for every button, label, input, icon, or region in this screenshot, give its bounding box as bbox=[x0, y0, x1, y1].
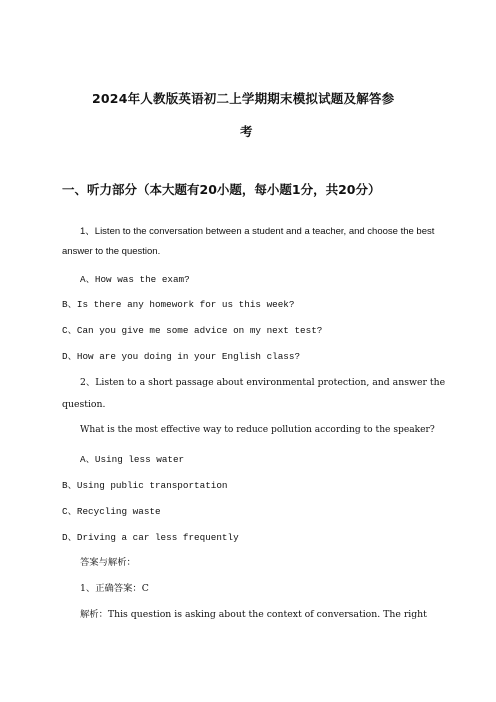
document-title-line-1: 2024年人教版英语初二上学期期末模拟试题及解答参 bbox=[92, 91, 395, 106]
q2-prompt-line-1: 2、Listen to a short passage about environmental protection, and answer the bbox=[80, 377, 446, 388]
answers-heading: 答案与解析： bbox=[80, 557, 136, 568]
q1-option-a: A、How was the exam? bbox=[80, 274, 190, 285]
answer-1-correct: 1、正确答案：C bbox=[80, 583, 149, 594]
q1-prompt-line-2: answer to the question. bbox=[62, 246, 161, 257]
q2-option-d: D、Driving a car less frequently bbox=[62, 532, 239, 543]
q1-prompt-line-1: 1、Listen to the conversation between a student and a teacher, and choose the best bbox=[80, 226, 435, 237]
q2-option-b: B、Using public transportation bbox=[62, 480, 228, 491]
q1-option-b: B、Is there any homework for us this week? bbox=[62, 299, 295, 310]
q2-question: What is the most effective way to reduce pollution according to the speaker? bbox=[80, 425, 435, 435]
q1-option-d: D、How are you doing in your English class? bbox=[62, 351, 301, 362]
q1-option-c: C、Can you give me some advice on my next test? bbox=[62, 325, 323, 336]
document-title-line-2: 考 bbox=[240, 124, 253, 139]
answer-1-explanation: 解析：This question is asking about the context of conversation. The right bbox=[80, 609, 427, 620]
q2-option-c: C、Recycling waste bbox=[62, 506, 161, 517]
q2-option-a: A、Using less water bbox=[80, 454, 185, 465]
q2-prompt-line-2: question. bbox=[62, 399, 106, 410]
section-heading-listening: 一、听力部分（本大题有20小题，每小题1分，共20分） bbox=[62, 182, 381, 197]
